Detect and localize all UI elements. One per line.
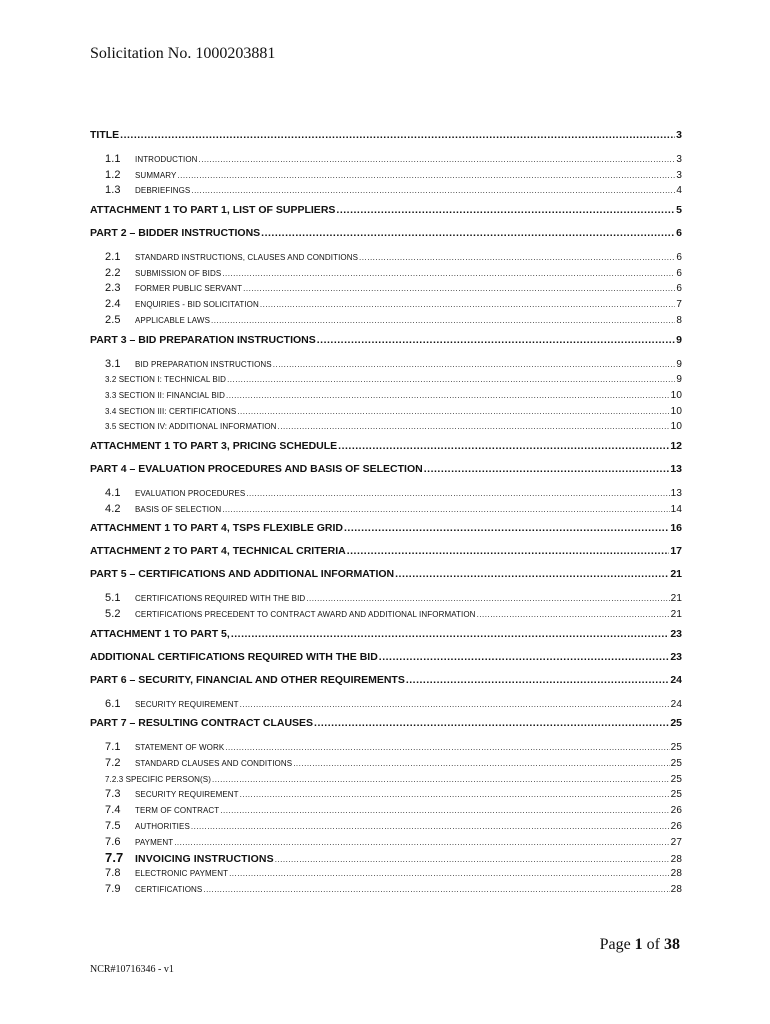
toc-entry-number: 2.2 — [105, 266, 121, 279]
toc-dot-leader — [336, 199, 675, 222]
toc-entry-number: 7.2 — [105, 757, 121, 770]
toc-entry-page: 6 — [676, 283, 682, 295]
toc-entry-label: ATTACHMENT 1 TO PART 3, PRICING SCHEDULE — [90, 439, 338, 452]
toc-section-entry[interactable] — [90, 669, 682, 692]
toc-entry-page: 23 — [670, 650, 682, 663]
toc-entry-label: FORMER PUBLIC SERVANT — [135, 284, 243, 294]
toc-entry-page: 6 — [676, 252, 682, 264]
toc-entry-label: PAYMENT — [135, 837, 174, 847]
table-of-contents — [90, 124, 682, 897]
toc-dot-leader — [261, 222, 675, 245]
toc-section-entry[interactable] — [90, 435, 682, 458]
toc-entry-number: 5.2 — [105, 608, 121, 620]
toc-entry-page: 21 — [670, 568, 682, 581]
toc-dot-leader — [477, 607, 670, 623]
toc-subsection-entry[interactable] — [90, 388, 682, 404]
toc-section-entry[interactable] — [90, 563, 682, 586]
toc-dot-leader — [220, 803, 669, 819]
toc-dot-leader — [237, 404, 669, 420]
toc-entry-number: 7.8 — [105, 866, 121, 879]
toc-entry-label: TERM OF CONTRACT — [135, 806, 220, 816]
toc-dot-leader — [211, 313, 675, 329]
toc-entry-page: 6 — [676, 267, 682, 279]
toc-subsection-entry[interactable] — [90, 803, 682, 819]
toc-dot-leader — [260, 297, 675, 313]
toc-entry-label: PART 3 – BID PREPARATION INSTRUCTIONS — [90, 333, 316, 346]
toc-entry-label: TITLE — [90, 129, 120, 141]
toc-entry-label: AUTHORITIES — [135, 821, 190, 831]
toc-entry-page: 17 — [670, 545, 682, 558]
page-prefix: Page — [599, 936, 635, 953]
toc-entry-label: SECURITY REQUIREMENT — [135, 699, 239, 709]
toc-section-entry[interactable] — [90, 458, 682, 481]
toc-subsection-entry[interactable] — [90, 404, 682, 420]
toc-subsection-entry[interactable] — [90, 772, 682, 788]
toc-entry-number: 4.2 — [105, 502, 121, 515]
toc-entry-label: CERTIFICATIONS REQUIRED WITH THE BID — [135, 594, 306, 604]
toc-dot-leader — [273, 357, 676, 373]
toc-entry-page: 13 — [670, 487, 682, 499]
toc-entry-page: 7 — [676, 299, 682, 311]
toc-subsection-entry[interactable] — [90, 882, 682, 898]
page-current: 1 — [634, 936, 643, 953]
toc-subsection-entry[interactable] — [90, 850, 682, 866]
toc-entry-number: 7.5 — [105, 819, 121, 832]
toc-dot-leader — [293, 756, 669, 772]
toc-entry-label: PART 4 – EVALUATION PROCEDURES AND BASIS OF SELECTION — [90, 462, 423, 475]
toc-subsection-entry[interactable] — [90, 419, 682, 435]
toc-entry-page: 16 — [670, 522, 682, 535]
toc-dot-leader — [338, 435, 669, 458]
toc-section-entry[interactable] — [90, 199, 682, 222]
toc-subsection-entry[interactable] — [90, 357, 682, 373]
toc-entry-label: EVALUATION PROCEDURES — [135, 488, 246, 498]
toc-entry-label: SUMMARY — [135, 170, 177, 180]
toc-entry-label: STANDARD INSTRUCTIONS, CLAUSES AND CONDITIONS — [135, 253, 359, 263]
toc-dot-leader — [212, 772, 670, 788]
toc-entry-label: DEBRIEFINGS — [135, 186, 191, 196]
toc-subsection-entry[interactable] — [90, 183, 682, 199]
toc-entry-number: 7.9 — [105, 882, 121, 895]
toc-entry-page: 10 — [670, 389, 682, 401]
toc-dot-leader — [191, 819, 670, 835]
toc-dot-leader — [222, 502, 669, 518]
toc-entry-label: PART 5 – CERTIFICATIONS AND ADDITIONAL INFORMATION — [90, 568, 395, 581]
toc-dot-leader — [191, 183, 675, 199]
toc-dot-leader — [379, 646, 670, 669]
toc-subsection-entry[interactable] — [90, 152, 682, 168]
toc-entry-label: 3.4 SECTION III: CERTIFICATIONS — [105, 406, 237, 416]
toc-entry-page: 8 — [676, 314, 682, 326]
toc-subsection-entry[interactable] — [90, 607, 682, 623]
toc-entry-page: 25 — [670, 789, 682, 801]
toc-entry-page: 25 — [670, 773, 682, 785]
toc-entry-label: BID PREPARATION INSTRUCTIONS — [135, 359, 272, 369]
toc-section-entry[interactable] — [90, 623, 682, 646]
toc-entry-label: 3.5 SECTION IV: ADDITIONAL INFORMATION — [105, 422, 277, 432]
toc-entry-number: 7.3 — [105, 788, 121, 801]
toc-entry-page: 3 — [676, 154, 682, 165]
toc-dot-leader — [306, 591, 669, 607]
toc-entry-page: 9 — [676, 333, 682, 346]
toc-entry-page: 14 — [670, 503, 682, 515]
toc-entry-page: 12 — [670, 439, 682, 452]
toc-entry-page: 27 — [670, 836, 682, 848]
toc-entry-number: 2.3 — [105, 282, 121, 295]
toc-dot-leader — [231, 623, 670, 646]
toc-entry-page: 25 — [670, 717, 682, 730]
toc-entry-page: 10 — [670, 405, 682, 417]
toc-dot-leader — [344, 517, 669, 540]
toc-entry-number: 7.4 — [105, 804, 121, 817]
toc-subsection-entry[interactable] — [90, 787, 682, 803]
toc-entry-number: 7.6 — [105, 835, 121, 848]
toc-entry-label: CERTIFICATIONS — [135, 884, 203, 894]
page-total: 38 — [664, 936, 680, 953]
toc-entry-number: 4.1 — [105, 486, 121, 499]
toc-entry-label: INVOICING INSTRUCTIONS — [135, 853, 274, 866]
toc-dot-leader — [203, 882, 669, 898]
toc-subsection-entry[interactable] — [90, 250, 682, 266]
toc-entry-number: 1.2 — [105, 168, 121, 181]
toc-dot-leader — [317, 329, 675, 352]
toc-entry-label: ATTACHMENT 1 TO PART 4, TSPS FLEXIBLE GRID — [90, 522, 343, 535]
toc-entry-label: ADDITIONAL CERTIFICATIONS REQUIRED WITH THE BID — [90, 650, 378, 663]
toc-entry-number: 5.1 — [105, 592, 121, 605]
toc-dot-leader — [359, 250, 675, 266]
toc-subsection-entry[interactable] — [90, 591, 682, 607]
toc-entry-page: 13 — [670, 462, 682, 475]
toc-dot-leader — [120, 124, 675, 147]
toc-subsection-entry[interactable] — [90, 372, 682, 388]
toc-entry-label: ATTACHMENT 2 TO PART 4, TECHNICAL CRITERIA — [90, 545, 346, 558]
toc-entry-page: 3 — [676, 129, 682, 141]
toc-entry-label: STANDARD CLAUSES AND CONDITIONS — [135, 759, 293, 769]
toc-subsection-entry[interactable] — [90, 168, 682, 184]
toc-entry-label: INTRODUCTION — [135, 155, 198, 164]
toc-section-entry[interactable] — [90, 712, 682, 735]
toc-entry-page: 5 — [676, 204, 682, 217]
toc-entry-label: BASIS OF SELECTION — [135, 504, 222, 514]
toc-dot-leader — [240, 787, 670, 803]
toc-entry-label: ATTACHMENT 1 TO PART 1, LIST OF SUPPLIERS — [90, 204, 336, 217]
toc-entry-page: 9 — [676, 374, 682, 386]
page-of: of — [642, 936, 664, 953]
toc-entry-label: 3.3 SECTION II: FINANCIAL BID — [105, 390, 225, 400]
toc-subsection-entry[interactable] — [90, 486, 682, 502]
toc-entry-page: 24 — [670, 673, 682, 686]
toc-section-entry[interactable] — [90, 222, 682, 245]
toc-entry-page: 23 — [670, 627, 682, 640]
toc-subsection-entry[interactable] — [90, 297, 682, 313]
toc-dot-leader — [226, 388, 670, 404]
toc-dot-leader — [227, 372, 675, 388]
toc-dot-leader — [243, 281, 675, 297]
toc-entry-number: 1.1 — [105, 153, 121, 165]
toc-dot-leader — [229, 866, 670, 882]
toc-entry-page: 28 — [670, 883, 682, 895]
toc-dot-leader — [406, 669, 669, 692]
toc-entry-number: 2.5 — [105, 313, 121, 326]
toc-subsection-entry[interactable] — [90, 266, 682, 282]
toc-dot-leader — [240, 697, 670, 713]
toc-section-entry[interactable] — [90, 329, 682, 352]
toc-entry-page: 21 — [670, 593, 682, 605]
toc-entry-label: ENQUIRIES - BID SOLICITATION — [135, 300, 259, 310]
toc-subsection-entry[interactable] — [90, 697, 682, 713]
toc-entry-label: 3.2 SECTION I: TECHNICAL BID — [105, 375, 227, 385]
toc-subsection-entry[interactable] — [90, 866, 682, 882]
toc-entry-page: 25 — [670, 758, 682, 770]
toc-entry-label: ELECTRONIC PAYMENT — [135, 868, 229, 878]
toc-entry-page: 21 — [670, 609, 682, 620]
toc-entry-label: 7.2.3 SPECIFIC PERSON(S) — [105, 774, 211, 784]
toc-section-entry[interactable] — [90, 540, 682, 563]
toc-entry-number: 7.1 — [105, 741, 121, 754]
toc-entry-number: 6.1 — [105, 697, 121, 710]
toc-entry-page: 24 — [670, 698, 682, 710]
toc-entry-label: PART 7 – RESULTING CONTRACT CLAUSES — [90, 717, 314, 730]
toc-subsection-entry[interactable] — [90, 756, 682, 772]
toc-entry-page: 28 — [670, 854, 682, 866]
toc-entry-label: APPLICABLE LAWS — [135, 315, 211, 325]
toc-subsection-entry[interactable] — [90, 313, 682, 329]
toc-entry-label: PART 6 – SECURITY, FINANCIAL AND OTHER REQUIREMENTS — [90, 673, 405, 686]
toc-dot-leader — [177, 168, 675, 184]
toc-entry-page: 3 — [676, 169, 682, 181]
toc-subsection-entry[interactable] — [90, 281, 682, 297]
toc-section-entry[interactable] — [90, 646, 682, 669]
toc-subsection-entry[interactable] — [90, 835, 682, 851]
toc-entry-label: STATEMENT OF WORK — [135, 743, 225, 753]
toc-entry-label: SECURITY REQUIREMENT — [135, 790, 239, 800]
toc-entry-number: 7.7 — [105, 850, 124, 866]
toc-entry-page: 4 — [676, 185, 682, 197]
toc-entry-page: 10 — [670, 421, 682, 433]
toc-entry-number: 3.1 — [105, 357, 121, 370]
toc-entry-label: CERTIFICATIONS PRECEDENT TO CONTRACT AWARD AND ADDITIONAL INFORMATION — [135, 610, 476, 619]
toc-entry-page: 26 — [670, 805, 682, 817]
page-number — [600, 936, 680, 954]
document-reference: NCR#10716346 - v1 — [90, 964, 174, 975]
toc-dot-leader — [278, 419, 670, 435]
toc-entry-label: SUBMISSION OF BIDS — [135, 268, 222, 278]
toc-entry-page: 6 — [676, 227, 682, 240]
toc-entry-page: 26 — [670, 820, 682, 832]
toc-entry-label: ATTACHMENT 1 TO PART 5, — [90, 627, 230, 640]
toc-section-entry[interactable] — [90, 124, 682, 147]
toc-dot-leader — [395, 563, 669, 586]
toc-dot-leader — [222, 266, 675, 282]
toc-subsection-entry[interactable] — [90, 819, 682, 835]
toc-entry-page: 9 — [676, 358, 682, 370]
solicitation-number: Solicitation No. 1000203881 — [90, 45, 276, 62]
toc-dot-leader — [174, 835, 669, 851]
toc-subsection-entry[interactable] — [90, 740, 682, 756]
toc-dot-leader — [246, 486, 669, 502]
toc-dot-leader — [199, 152, 676, 168]
toc-section-entry[interactable] — [90, 517, 682, 540]
toc-dot-leader — [314, 712, 669, 735]
toc-entry-number: 2.4 — [105, 298, 121, 311]
toc-dot-leader — [347, 540, 670, 563]
toc-entry-number: 1.3 — [105, 184, 121, 197]
toc-entry-number: 2.1 — [105, 251, 121, 264]
toc-dot-leader — [424, 458, 670, 481]
toc-subsection-entry[interactable] — [90, 502, 682, 518]
toc-dot-leader — [225, 740, 669, 756]
toc-entry-page: 25 — [670, 742, 682, 754]
toc-entry-page: 28 — [670, 867, 682, 879]
toc-entry-label: PART 2 – BIDDER INSTRUCTIONS — [90, 227, 261, 240]
